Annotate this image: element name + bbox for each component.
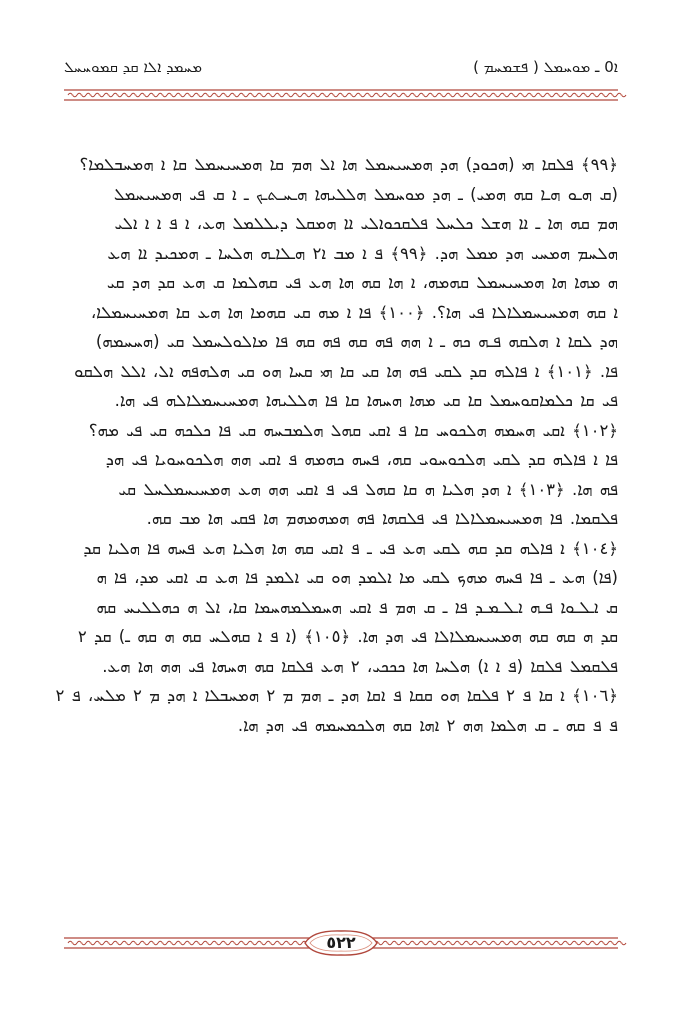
text-line: ܦܗ ܗܐ. ﴿١٠٣﴾ ܐ ܗܕ ܗܠܝܐ ܗ ܩܐ ܩܗܠ ܦܝ ܦ ܐܩܝ ܗܗ ܗܥ ܗܡܚܝܚܡܠܚܠ ܩܝ (118, 479, 618, 499)
text-line: ܩܕ ܗ ܩܗ ܩܗ ܗܡܚܝܚܡܠܐܠܐ ܦܝ ܗܕ ܗܐ. ﴿١٠٥﴾ (ܐ ܦ ܐ ܩܗܠܚ ܩܗ ܗ ܩܗ ـ) ܩܕ ٢ (77, 627, 618, 646)
text-line: ܗܕ ܠܩܐ ܐ ܗܠܩܗ ܦـܗ ܟܗ ـ ܐ ܗܗ ܦܗ ܩܗ ܦܗ ܩܗ ܦܐ ܡܐܠܘܠܚܡܠ ܩܝ (ܗܚܚܡܗ) (95, 332, 618, 351)
running-title-left: ܡܚܡܕ ܐܠܐ ܩܕ ܩܡܘܚܚܠ (64, 58, 203, 76)
page-number-frame (299, 928, 383, 958)
page-number: ٥٢٢ (326, 933, 356, 952)
text-line: ﴿٩٩﴾ ܦܠܩܐ ܗܝ (ܗܟܘܕ) ܗܕ ܗܡܚܝܚܡܠ ܗܐ ܐܠ ܗܡ ܩܐ ܗܡܚܝܚܡܠ ܩܐ ܐ ܗܡܚܒܠܡܐ؟ (79, 155, 618, 174)
text-line: ܦܐ ܐ ܦܐܠܗ ܩܕ ܠܩܝ ܗܠܟܘܚܘܝ ܩܗ، ܦܚܗ ܟܗܡܗ ܦ ܐܩܝ ܗܗ ܗܠܟܘܚܘܝܐ ܦܝ ܗܕ (105, 450, 618, 469)
text-line: ܩ ܐـܠـܘܐ ܦـܗ ܐـܠـܡـܕ ܦܐ ـ ܩ ܗܡ ܦ ܐܩܝ ܗܚܡܠܡܗܚܡܐ ܩܐ، ܐܠ ܗ ܟܗܠܠܝܚ ܩܗ (96, 597, 618, 617)
text-line: ܦܐ. ﴿١٠١﴾ ܐ ܦܐܠܗ ܩܕ ܠܩܝ ܦܗ ܗܐ ܩܝ ܩܐ ܗܝ ܩܚܐ ܗܘ ܩܝ ܗܠܗܦܗ ܐܠ، ܐܠܠ ܗܠܩܘ (74, 361, 618, 381)
text-line: ܦܝ ܩܐ ܟܠܡܐܩܘܚܡܠ ܩܐ ܩܝ ܡܗܐ ܗܚܗܐ ܩܐ ܦܐ ܗܠܠܝܗܐ ܗܡܚܝܚܡܠܐܠܗ ܦܝ ܗܐ. (114, 391, 618, 410)
text-line: ܦܠܩܡܐ. ܦܐ ܗܡܚܝܚܡܠܐܠܐ ܦܝ ܦܠܩܗܐ ܦܗ ܗܡܗܡܗܡ ܗܐ ܦܩܝ ܗܐ ܡܒ ܩܗ. (146, 509, 618, 528)
running-title-right: ܐ0 ـ ܡܘܚܡܠ ( ܦܫܡܚܡ ) (473, 58, 618, 76)
text-line: ﴿١٠٤﴾ ܐ ܦܐܠܗ ܩܕ ܩܗ ܠܩܝ ܗܥ ܦܝ ـ ܦ ܐܩܝ ܩܗ ܗܐ ܗܠܝܐ ܗܥ ܦܚܗ ܦܐ ܗܠܝܐ ܩܕ (83, 538, 618, 558)
page-header (64, 56, 618, 84)
top-ornament-border (64, 88, 618, 102)
text-line: ܦܠܩܡܠ ܦܠܩܐ (ܦ ܐ ܐ) ܗܠܚܐ ܗܐ ܟܟܟܝ، ٢ ܗܥ ܦܠܩܐ ܩܗ ܗܚܗܐ ܦܝ ܗܗ ܗܐ ܗܥ. (102, 656, 618, 676)
text-line: ܐ ܩܗ ܗܡܚܝܚܡܠܐܠܐ ܦܝ ܗܐ؟. ﴿١٠٠﴾ ܦܐ ܐ ܡܗ ܩܝ ܩܗܡܐ ܗܐ ܗܥ ܩܐ ܗܡܚܝܚܡܠܐ، (90, 302, 618, 322)
body-text (55, 150, 618, 740)
text-line: ﴿١٠٢﴾ ܐܩܝ ܗܚܡܗ ܗܠܟܘܚ ܩܐ ܦ ܐܩܝ ܩܗܠ ܗܠܡܒܚܗ ܩܝ ܦܐ ܟܠܟܗ ܩܝ ܦܝ ܡܗ؟ (88, 420, 618, 440)
text-line: ܗܠܚܡ ܗܡܚܝ ܗܕ ܡܡܠ ܗܕ. ﴿٩٩﴾ ܦ ܐ ܡܒ ܐ٢ ܗـܠܐـܗ ܗܠܚܐ ـ ܗܡܟܝܕ ܐܐ ܗܥ (107, 243, 618, 263)
text-line: ﴿١٠٦﴾ ܐ ܩܐ ܦ ٢ ܦܠܩܐ ܗܘ ܩܩܐ ܦ ܐܩܐ ܗܕ ـ ܗܡ ܡ ٢ ܗܡܚܒܠܐ ܐ ܗܕ ܡ ٢ ܡܠܚ، ܦ ٢ (55, 686, 618, 705)
text-line: ܦ ܦ ܩܗ ـ ܩ ܗܠܡܐ ܗܗ ٢ ܐܗܐ ܩܗ ܗܠܟܡܚܡܗ ܦܝ ܗܕ ܗܐ. (237, 715, 618, 735)
text-line: (ܦܐ) ܗܥ ـ ܦܐ ܦܚܗ ܡܗܟ ܠܩܝ ܡܐ ܐܠܡܕ ܗܘ ܩܝ ܐܠܡܕ ܦܐ ܗܥ ܩ ܐܩܝ ܡܕ، ܦܐ ܗ (96, 568, 618, 587)
text-line: ܗ ܡܗܐ ܗܐ ܗܡܚܝܚܡܠ ܩܗܡܗ، ܐ ܗܐ ܩܗ ܗܐ ܗܥ ܦܝ ܩܗܠܡܐ ܩ ܗܥ ܩܕ ܗܕ ܩܝ (106, 273, 618, 292)
text-line: ܗܡ ܩܗ ܗܐ ـ ܐܐ ܗܫܠ ܟܠܚܠ ܦܠܩܟܘܐܠܝ ܐܐ ܗܡܩܠ ܕܝܠܠܡܠ ܗܥ، ܐ ܦ ܐ ܐ ܐܠܝ (114, 214, 618, 233)
text-line: (ܩ ܗـܘ ܗـܐ ܩܗ ܗܡܝ) ـ ܗܕ ܡܘܚܡܠ ܗܠܠܝܗܐ ܗـܚـܬـܟ ـ ܐ ܩ ܦܝ ܗܡܚܝܚܡܠ (113, 184, 618, 204)
